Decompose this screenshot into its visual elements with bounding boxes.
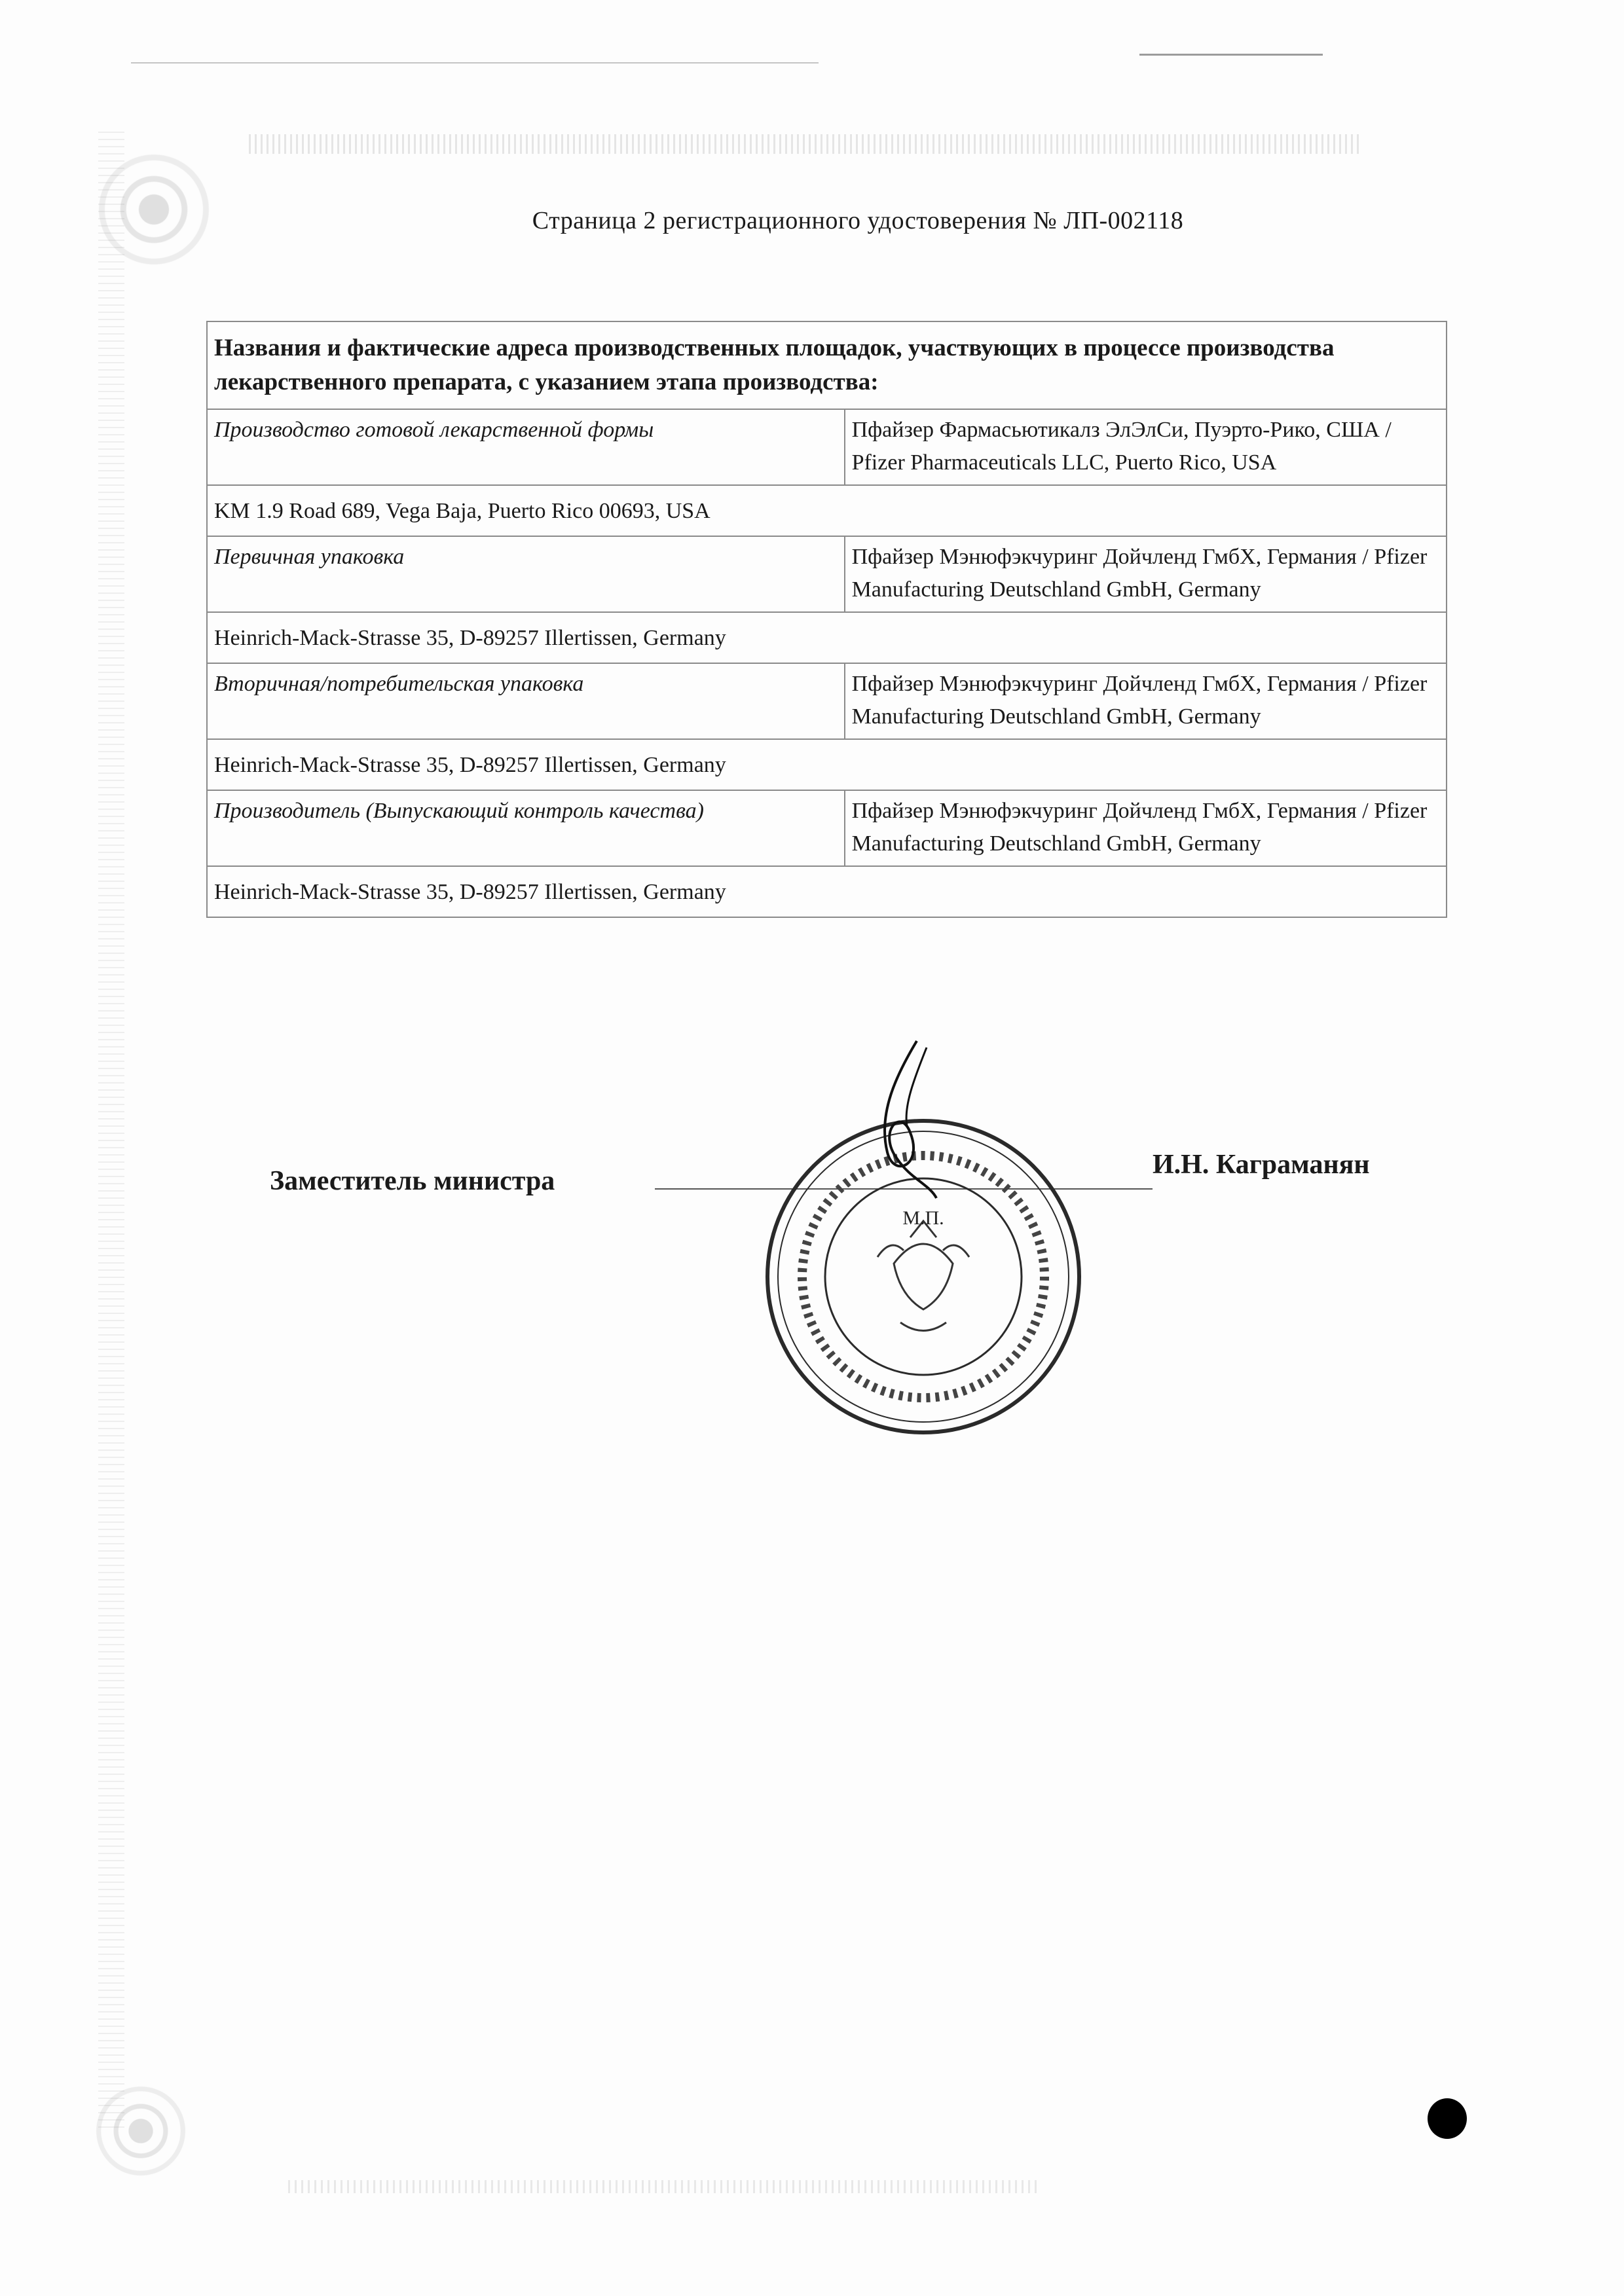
company-cell: Пфайзер Мэнюфэкчуринг Дойчленд ГмбХ, Германия / Pfizer Manufacturing Deutschland GmbH, Germany — [845, 790, 1447, 866]
table-header-row — [207, 321, 1447, 409]
scan-artifact-strip — [249, 134, 1362, 154]
stage-cell: Производство готовой лекарственной формы — [207, 409, 845, 485]
stage-cell: Первичная упаковка — [207, 536, 845, 612]
table-row — [207, 409, 1447, 485]
scan-artifact-edge — [98, 131, 124, 2128]
table-header: Названия и фактические адреса производственных площадок, участвующих в процессе производства лекарственного препарата, с указанием этапа производства: — [207, 321, 1447, 409]
company-cell: Пфайзер Мэнюфэкчуринг Дойчленд ГмбХ, Германия / Pfizer Manufacturing Deutschland GmbH, Germany — [845, 536, 1447, 612]
address-cell: Heinrich-Mack-Strasse 35, D-89257 Illertissen, Germany — [207, 739, 1447, 790]
scan-artifact-strip — [288, 2180, 1041, 2193]
seal-center-text: М.П. — [902, 1207, 944, 1229]
company-cell: Пфайзер Фармасьютикалз ЭлЭлСи, Пуэрто-Рико, США / Pfizer Pharmaceuticals LLC, Puerto Rico, USA — [845, 409, 1447, 485]
signatory-title: Заместитель министра — [270, 1166, 555, 1196]
table-row — [207, 612, 1447, 663]
table-row — [207, 663, 1447, 739]
production-sites-table — [206, 321, 1447, 918]
scan-artifact-line — [1139, 54, 1323, 56]
table-row — [207, 485, 1447, 536]
scan-artifact-line — [131, 62, 819, 64]
table-row — [207, 790, 1447, 866]
table-row — [207, 739, 1447, 790]
address-cell: Heinrich-Mack-Strasse 35, D-89257 Illertissen, Germany — [207, 612, 1447, 663]
page-title: Страница 2 регистрационного удостоверения № ЛП-002118 — [532, 207, 1184, 234]
table-row — [207, 536, 1447, 612]
stage-cell: Вторичная/потребительская упаковка — [207, 663, 845, 739]
guilloche-ornament-icon — [85, 2075, 196, 2187]
signatory-name: И.Н. Каграманян — [1153, 1150, 1370, 1180]
address-cell: Heinrich-Mack-Strasse 35, D-89257 Illertissen, Germany — [207, 866, 1447, 917]
address-cell: KM 1.9 Road 689, Vega Baja, Puerto Rico 00693, USA — [207, 485, 1447, 536]
table-row — [207, 866, 1447, 917]
registration-dot — [1428, 2098, 1467, 2139]
handwritten-signature-icon — [838, 1034, 969, 1205]
stage-cell: Производитель (Выпускающий контроль качества) — [207, 790, 845, 866]
company-cell: Пфайзер Мэнюфэкчуринг Дойчленд ГмбХ, Германия / Pfizer Manufacturing Deutschland GmbH, Germany — [845, 663, 1447, 739]
